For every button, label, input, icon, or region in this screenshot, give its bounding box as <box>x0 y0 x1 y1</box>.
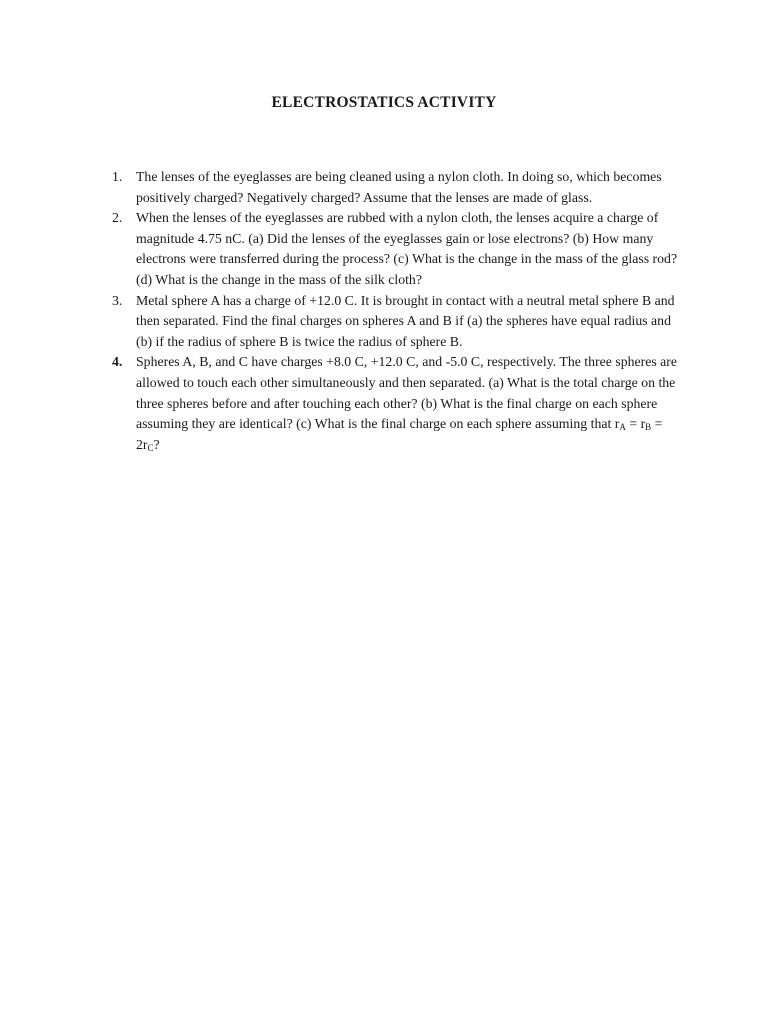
radius-formula: $r_A = r_B = 2r_C$? <box>136 416 663 453</box>
question-number: 2. <box>112 210 123 226</box>
question-text: When the lenses of the eyeglasses are rubbed with a nylon cloth, the lenses acquire a charge of magnitude 4.75 nC. (a) Did the lenses of the eyeglasses gain or lose electrons? (b) How many electrons were transferred during the process? (c) What is the change in the mass of the glass rod? (d) What is the change in the mass of the silk cloth? <box>136 210 678 287</box>
question-3 <box>112 291 680 353</box>
question-2 <box>112 208 680 290</box>
question-number: 1. <box>112 169 123 184</box>
question-text: Metal sphere A has a charge of +12.0 C. It is brought in contact with a neutral metal sphere B and then separated. Find the final charges on spheres A and B if (a) the spheres have equal radius and (b) if the radius of sphere B is twice the radius of sphere B. <box>136 292 675 349</box>
question-text: Spheres A, B, and C have charges +8.0 C, +12.0 C, and -5.0 C, respectively. The three spheres are allowed to touch each other simultaneously and then separated. (a) What is the total charge on the three spheres before and after touching each other? (b) What is the final charge on each sphere assuming they are identical? (c) What is the final charge on each sphere assuming that <box>136 354 677 432</box>
question-list <box>112 167 680 455</box>
question-text: The lenses of the eyeglasses are being cleaned using a nylon cloth. In doing so, which becomes positively charged? Negatively charged? Assume that the lenses are made of glass. <box>136 169 662 205</box>
document-title: ELECTROSTATICS ACTIVITY <box>271 94 497 111</box>
question-1 <box>112 167 680 208</box>
question-number: 3. <box>112 292 123 308</box>
question-4 <box>112 352 680 455</box>
question-number: 4. <box>112 354 123 370</box>
